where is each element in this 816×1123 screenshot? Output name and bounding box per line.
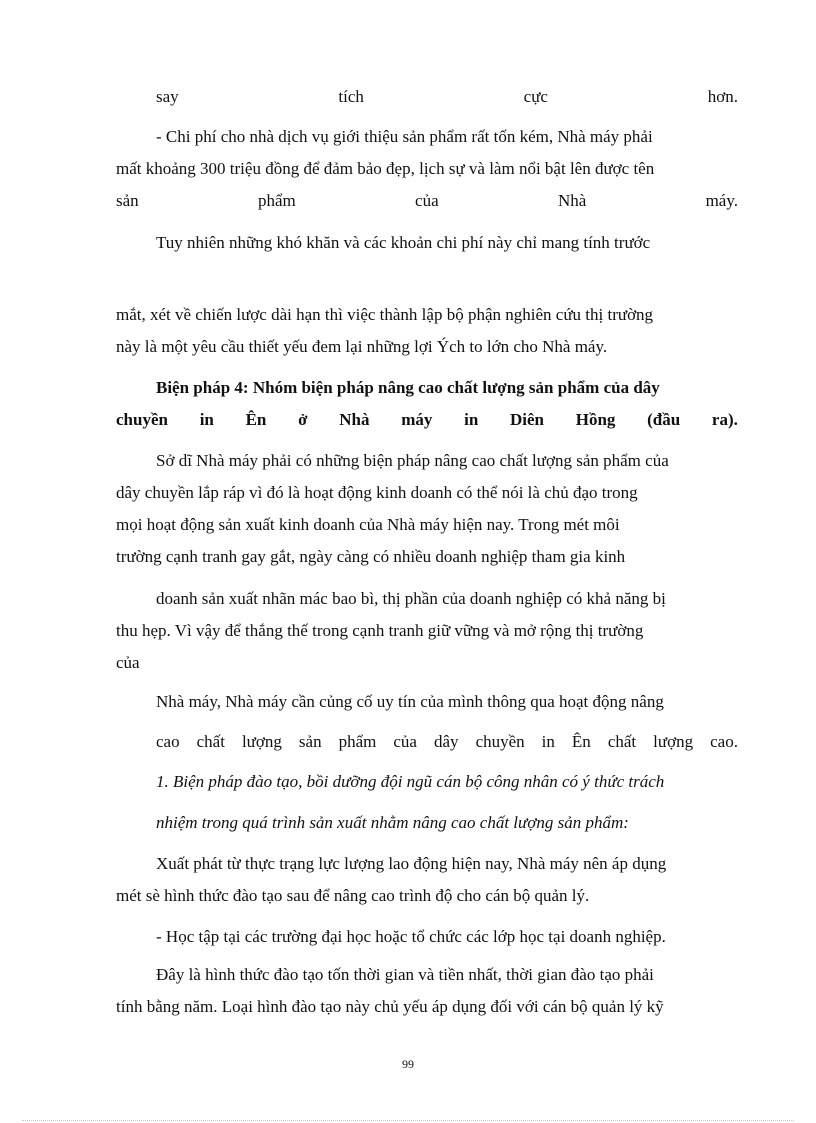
word: chất	[607, 732, 637, 751]
text-line: của	[116, 653, 140, 672]
word: cực	[523, 87, 548, 106]
text-line: thu hẹp. Vì vậy để thắng thế trong cạnh tranh giữ vững và mở rộng thị trường	[116, 621, 644, 640]
text-line: trường cạnh tranh gay gắt, ngày càng có nhiều doanh nghiệp tham gia kinh	[116, 547, 626, 566]
word: chuyền	[116, 410, 168, 429]
word: lượng	[241, 732, 282, 751]
word: máy	[401, 410, 433, 429]
section-heading-continued	[116, 408, 738, 432]
word: chất	[196, 732, 225, 751]
text-line: này là một yêu cầu thiết yếu đem lại những lợi Ých to lớn cho Nhà máy.	[116, 337, 608, 356]
text-line: Tuy nhiên những khó khăn và các khoản chi phí này chỉ mang tính trước	[156, 233, 651, 252]
word: say	[156, 87, 179, 106]
word: của	[393, 732, 417, 751]
word: hơn.	[707, 87, 738, 106]
word: cao.	[710, 732, 738, 751]
word: cao	[156, 732, 180, 751]
subsection-heading: 1. Biện pháp đào tạo, bồi dưỡng đội ngũ cán bộ công nhân có ý thức trách	[156, 772, 665, 791]
text-line: Đây là hình thức đào tạo tốn thời gian và tiền nhất, thời gian đào tạo phải	[156, 965, 654, 984]
word: in	[464, 410, 479, 429]
word: Diên	[510, 410, 544, 429]
text-line-justified	[156, 730, 738, 754]
word: (đầu	[647, 410, 681, 429]
word: Ên	[245, 410, 267, 429]
page-number: 99	[402, 1057, 414, 1071]
section-heading: Biện pháp 4: Nhóm biện pháp nâng cao chất lượng sản phẩm của dây	[156, 378, 660, 397]
word: Hồng	[575, 410, 616, 429]
text-line: Nhà máy, Nhà máy cần củng cố uy tín của mình thông qua hoạt động nâng	[156, 692, 664, 711]
text-line: doanh sản xuất nhãn mác bao bì, thị phần của doanh nghiệp có khả năng bị	[156, 589, 666, 608]
word: Ên	[571, 732, 591, 751]
word: phẩm	[338, 732, 377, 751]
word: Nhà	[557, 191, 587, 210]
page-bottom-divider	[22, 1120, 794, 1121]
text-line: mắt, xét về chiến lược dài hạn thì việc thành lập bộ phận nghiên cứu thị trường	[116, 305, 654, 324]
word: ở	[298, 410, 308, 429]
text-line: dây chuyền lắp ráp vì đó là hoạt động kinh doanh có thể nói là chủ đạo trong	[116, 483, 638, 502]
text-line-justified	[156, 85, 738, 109]
subsection-heading-continued: nhiệm trong quá trình sản xuất nhằm nâng cao chất lượng sản phẩm:	[156, 813, 629, 832]
text-line: mất khoảng 300 triệu đồng để đảm bảo đẹp, lịch sự và làm nổi bật lên được tên	[116, 159, 655, 178]
word: in	[541, 732, 555, 751]
word: chuyền	[475, 732, 525, 751]
word: sản	[116, 191, 139, 210]
text-line: Sở dĩ Nhà máy phải có những biện pháp nâng cao chất lượng sản phẩm của	[156, 451, 669, 470]
word: Nhà	[339, 410, 370, 429]
text-line-justified	[116, 189, 738, 213]
text-line: - Học tập tại các trường đại học hoặc tổ chức các lớp học tại doanh nghiệp.	[156, 927, 666, 946]
word: ra).	[711, 410, 738, 429]
word: dây	[434, 732, 459, 751]
word: của	[415, 191, 439, 210]
text-line: tính bằng năm. Loại hình đào tạo này chủ yếu áp dụng đối với cán bộ quản lý kỹ	[116, 997, 664, 1016]
word: sản	[298, 732, 322, 751]
word: lượng	[653, 732, 694, 751]
text-line: mét sè hình thức đào tạo sau để nâng cao trình độ cho cán bộ quản lý.	[116, 886, 590, 905]
word: in	[199, 410, 214, 429]
word: phẩm	[257, 191, 296, 210]
text-line: Xuất phát từ thực trạng lực lượng lao động hiện nay, Nhà máy nên áp dụng	[156, 854, 667, 873]
word: tích	[338, 87, 364, 106]
word: máy.	[705, 191, 738, 210]
text-line: - Chi phí cho nhà dịch vụ giới thiệu sản phẩm rất tốn kém, Nhà máy phải	[156, 127, 653, 146]
text-line: mọi hoạt động sản xuất kinh doanh của Nhà máy hiện nay. Trong mét môi	[116, 515, 620, 534]
